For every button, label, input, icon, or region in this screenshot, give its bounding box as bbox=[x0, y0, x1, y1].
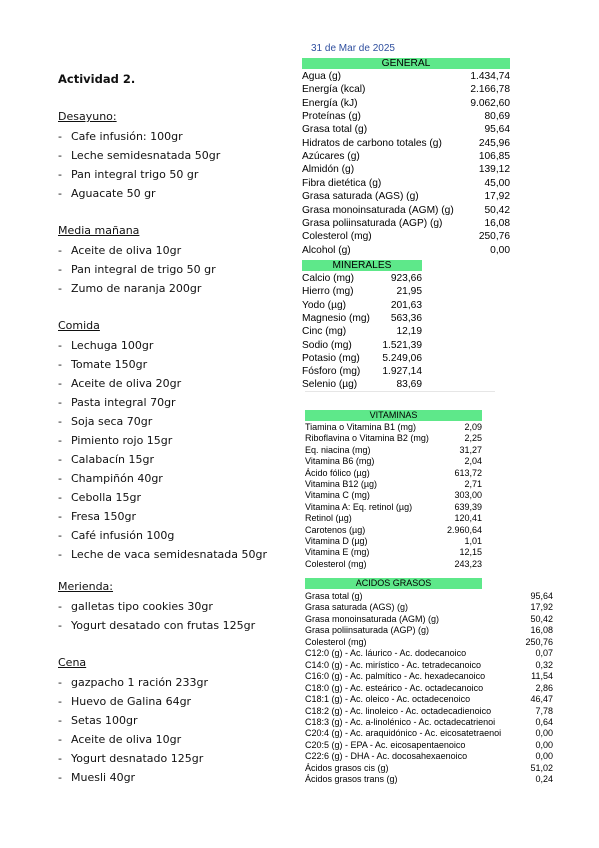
bullet-dash: - bbox=[58, 244, 62, 257]
row-value: 120,41 bbox=[454, 513, 482, 524]
row-value: 17,92 bbox=[484, 191, 510, 203]
row-value: 0,32 bbox=[535, 659, 553, 670]
row-label: Almidón (g) bbox=[302, 164, 355, 176]
table-row bbox=[302, 71, 510, 84]
list-item-text: Cebolla 15gr bbox=[71, 491, 142, 504]
row-value: 16,08 bbox=[484, 217, 510, 229]
table-row bbox=[305, 751, 553, 762]
table-row bbox=[305, 740, 553, 751]
row-label: Vitamina C (mg) bbox=[305, 490, 370, 501]
row-label: Cinc (mg) bbox=[302, 326, 347, 338]
row-label: Vitamina E (mg) bbox=[305, 547, 370, 558]
row-label: Eq. niacina (mg) bbox=[305, 444, 371, 455]
list-item-text: Pimiento rojo 15gr bbox=[71, 434, 173, 447]
row-value: 1.927,14 bbox=[382, 366, 422, 378]
row-label: C16:0 (g) - Ac. palmítico - Ac. hexadecanoico bbox=[305, 671, 486, 682]
table-row bbox=[305, 536, 482, 547]
row-label: C18:2 (g) - Ac. linoleico - Ac. octadecadienoico bbox=[305, 705, 492, 716]
table-header: ACIDOS GRASOS bbox=[305, 578, 482, 589]
list-item bbox=[58, 263, 216, 276]
table-row bbox=[302, 164, 510, 177]
bullet-dash: - bbox=[58, 695, 62, 708]
table-row bbox=[302, 98, 510, 111]
list-item bbox=[58, 600, 213, 613]
table-row bbox=[302, 340, 422, 353]
row-value: 0,00 bbox=[535, 728, 553, 739]
bullet-dash: - bbox=[58, 396, 62, 409]
row-value: 51,02 bbox=[530, 762, 553, 773]
list-item-text: gazpacho 1 ración 233gr bbox=[71, 676, 209, 689]
list-item-text: Yogurt desnatado 125gr bbox=[71, 752, 204, 765]
row-label: Sodio (mg) bbox=[302, 339, 352, 351]
row-label: Energía (kcal) bbox=[302, 84, 366, 96]
bullet-dash: - bbox=[58, 434, 62, 447]
list-item bbox=[58, 339, 153, 352]
bullet-dash: - bbox=[58, 733, 62, 746]
row-label: C18:0 (g) - Ac. esteárico - Ac. octadecanoico bbox=[305, 682, 484, 693]
row-value: 2.166,78 bbox=[470, 84, 510, 96]
row-value: 0,07 bbox=[535, 648, 553, 659]
row-label: Hidratos de carbono totales (g) bbox=[302, 137, 442, 149]
row-value: 106,85 bbox=[478, 151, 510, 163]
row-value: 12,19 bbox=[396, 326, 422, 338]
bullet-dash: - bbox=[58, 377, 62, 390]
bullet-dash: - bbox=[58, 130, 62, 143]
row-label: Grasa total (g) bbox=[302, 124, 368, 136]
row-label: Grasa saturada (AGS) (g) bbox=[305, 602, 409, 613]
section-name: Comida bbox=[58, 319, 100, 332]
table-row bbox=[302, 353, 422, 366]
row-label: Vitamina B6 (mg) bbox=[305, 456, 375, 467]
section-heading bbox=[58, 224, 139, 237]
row-label: Alcohol (g) bbox=[302, 244, 351, 256]
list-item-text: Huevo de Galina 64gr bbox=[71, 695, 192, 708]
table-row bbox=[305, 683, 553, 694]
row-value: 46,47 bbox=[530, 694, 553, 705]
bullet-dash: - bbox=[58, 149, 62, 162]
row-value: 245,96 bbox=[478, 137, 510, 149]
row-label: Calcio (mg) bbox=[302, 273, 355, 284]
list-item-text: Lechuga 100gr bbox=[71, 339, 154, 352]
row-label: Magnesio (mg) bbox=[302, 312, 370, 324]
list-item-text: Aceite de oliva 20gr bbox=[71, 377, 182, 390]
list-item bbox=[58, 187, 156, 200]
list-item-text: Pan integral de trigo 50 gr bbox=[71, 263, 216, 276]
row-value: 639,39 bbox=[454, 501, 482, 512]
list-item-text: Leche semidesnatada 50gr bbox=[71, 149, 221, 162]
row-label: Colesterol (mg) bbox=[302, 231, 372, 243]
row-value: 2,25 bbox=[464, 433, 482, 444]
bullet-dash: - bbox=[58, 491, 62, 504]
bullet-dash: - bbox=[58, 676, 62, 689]
list-item bbox=[58, 130, 183, 143]
section-heading bbox=[58, 319, 100, 332]
list-item-text: Yogurt desatado con frutas 125gr bbox=[71, 619, 256, 632]
table-header: VITAMINAS bbox=[305, 410, 482, 421]
row-label: Vitamina B12 (µg) bbox=[305, 479, 378, 489]
row-label: Ácido fólico (µg) bbox=[305, 467, 370, 478]
list-item-text: Soja seca 70gr bbox=[71, 415, 153, 428]
row-value: 0,00 bbox=[535, 751, 553, 762]
table-row bbox=[305, 559, 482, 570]
row-value: 0,00 bbox=[535, 739, 553, 750]
row-label: Ácidos grasos cis (g) bbox=[305, 762, 389, 773]
table-row bbox=[302, 205, 510, 218]
table-row bbox=[305, 706, 553, 717]
row-label: Potasio (mg) bbox=[302, 352, 360, 364]
row-value: 201,63 bbox=[390, 299, 422, 311]
row-value: 139,12 bbox=[478, 164, 510, 176]
table-row bbox=[302, 84, 510, 97]
row-value: 0,00 bbox=[490, 244, 510, 256]
table-row bbox=[305, 602, 553, 613]
list-item bbox=[58, 529, 174, 542]
row-value: 243,23 bbox=[454, 558, 482, 569]
list-item bbox=[58, 676, 208, 689]
bullet-dash: - bbox=[58, 415, 62, 428]
row-label: Grasa monoinsaturada (AGM) (g) bbox=[302, 204, 454, 216]
table-row bbox=[302, 111, 510, 124]
row-label: Tiamina o Vitamina B1 (mg) bbox=[305, 422, 417, 432]
row-label: Fibra dietética (g) bbox=[302, 177, 382, 189]
row-value: 2.960,64 bbox=[446, 524, 482, 535]
table-row bbox=[305, 763, 553, 774]
section-heading bbox=[58, 110, 117, 123]
bullet-dash: - bbox=[58, 358, 62, 371]
bullet-dash: - bbox=[58, 619, 62, 632]
row-value: 95,64 bbox=[484, 124, 510, 136]
bullet-dash: - bbox=[58, 771, 62, 784]
section-name: Merienda: bbox=[58, 580, 114, 593]
section-heading bbox=[58, 656, 86, 669]
table-row bbox=[305, 502, 482, 513]
bullet-dash: - bbox=[58, 263, 62, 276]
list-item-text: Leche de vaca semidesnatada 50gr bbox=[71, 548, 268, 561]
row-value: 16,08 bbox=[530, 625, 553, 636]
list-item-text: Aceite de oliva 10gr bbox=[71, 733, 182, 746]
row-value: 2,71 bbox=[464, 479, 482, 489]
row-label: Grasa total (g) bbox=[305, 591, 363, 601]
table-row bbox=[305, 513, 482, 524]
row-value: 7,78 bbox=[535, 705, 553, 716]
table-row bbox=[305, 422, 482, 433]
list-item bbox=[58, 396, 176, 409]
list-item-text: galletas tipo cookies 30gr bbox=[71, 600, 213, 613]
table-row bbox=[305, 433, 482, 444]
list-item bbox=[58, 733, 181, 746]
table-row bbox=[302, 151, 510, 164]
table-row bbox=[302, 313, 422, 326]
row-value: 5.249,06 bbox=[382, 352, 422, 364]
row-value: 0,64 bbox=[535, 716, 553, 727]
section-name: Desayuno bbox=[58, 110, 113, 123]
row-label: Azúcares (g) bbox=[302, 151, 360, 163]
row-label: Selenio (µg) bbox=[302, 379, 358, 391]
table-row bbox=[305, 717, 553, 728]
table-row bbox=[305, 445, 482, 456]
list-item-text: Café infusión 100g bbox=[71, 529, 175, 542]
row-label: Grasa monoinsaturada (AGM) (g) bbox=[305, 613, 440, 624]
table-row bbox=[302, 286, 422, 299]
row-label: C20:5 (g) - EPA - Ac. eicosapentaenoico bbox=[305, 739, 466, 750]
row-label: Vitamina A: Eq. retinol (µg) bbox=[305, 501, 413, 512]
section-heading bbox=[58, 580, 113, 593]
list-item-text: Cafe infusión: 100gr bbox=[71, 130, 183, 143]
row-label: Retinol (µg) bbox=[305, 513, 352, 524]
row-value: 0,24 bbox=[535, 774, 553, 785]
table-header: MINERALES bbox=[302, 260, 422, 271]
row-label: C20:4 (g) - Ac. araquidónico - Ac. eicosatetraenoi bbox=[305, 728, 502, 739]
row-label: Ácidos grasos trans (g) bbox=[305, 774, 398, 785]
row-value: 923,66 bbox=[390, 273, 422, 284]
table-row bbox=[302, 300, 422, 313]
row-label: C18:1 (g) - Ac. oleico - Ac. octadecenoico bbox=[305, 694, 471, 705]
row-value: 50,42 bbox=[530, 613, 553, 624]
row-value: 80,69 bbox=[484, 111, 510, 123]
row-label: Fósforo (mg) bbox=[302, 366, 361, 378]
table-row bbox=[305, 625, 553, 636]
table-row bbox=[302, 231, 510, 244]
table-row bbox=[302, 326, 422, 339]
table-row bbox=[302, 366, 422, 379]
report-date: 31 de Mar de 2025 bbox=[311, 43, 395, 54]
bullet-dash: - bbox=[58, 472, 62, 485]
bullet-dash: - bbox=[58, 548, 62, 561]
row-value: 1,01 bbox=[464, 536, 482, 546]
list-item bbox=[58, 510, 136, 523]
list-item-text: Pan integral trigo 50 gr bbox=[71, 168, 199, 181]
row-label: C22:6 (g) - DHA - Ac. docosahexaenoico bbox=[305, 751, 468, 762]
table-row bbox=[302, 273, 422, 286]
list-item-text: Aguacate 50 gr bbox=[71, 187, 156, 200]
list-item bbox=[58, 377, 181, 390]
list-item bbox=[58, 149, 220, 162]
list-item bbox=[58, 358, 147, 371]
bullet-dash: - bbox=[58, 453, 62, 466]
bullet-dash: - bbox=[58, 529, 62, 542]
section-name: Cena bbox=[58, 656, 87, 669]
row-value: 1.521,39 bbox=[382, 339, 422, 351]
row-value: 2,04 bbox=[464, 456, 482, 467]
table-row bbox=[305, 525, 482, 536]
section-colon: : bbox=[112, 110, 117, 123]
row-label: Yodo (µg) bbox=[302, 299, 347, 311]
table-header: GENERAL bbox=[302, 58, 510, 69]
table-row bbox=[305, 694, 553, 705]
row-value: 50,42 bbox=[484, 204, 510, 216]
list-item-text: Calabacín 15gr bbox=[71, 453, 155, 466]
row-label: Carotenos (µg) bbox=[305, 524, 366, 535]
row-value: 83,69 bbox=[396, 379, 422, 391]
table-row bbox=[305, 648, 553, 659]
row-value: 250,76 bbox=[525, 636, 553, 647]
list-item-text: Setas 100gr bbox=[71, 714, 138, 727]
table-row bbox=[305, 614, 553, 625]
bullet-dash: - bbox=[58, 168, 62, 181]
table-row bbox=[305, 547, 482, 558]
list-item-text: Zumo de naranja 200gr bbox=[71, 282, 202, 295]
row-value: 613,72 bbox=[454, 467, 482, 478]
table-row bbox=[302, 218, 510, 231]
row-value: 21,95 bbox=[396, 286, 422, 298]
bullet-dash: - bbox=[58, 187, 62, 200]
row-value: 11,54 bbox=[531, 671, 553, 682]
list-item-text: Fresa 150gr bbox=[71, 510, 137, 523]
list-item-text: Aceite de oliva 10gr bbox=[71, 244, 182, 257]
row-label: Vitamina D (µg) bbox=[305, 536, 368, 546]
activity-title: Actividad 2. bbox=[58, 72, 136, 86]
row-label: C18:3 (g) - Ac. a-linolénico - Ac. octadecatrienoi bbox=[305, 716, 496, 727]
bullet-dash: - bbox=[58, 714, 62, 727]
row-label: C14:0 (g) - Ac. mirístico - Ac. tetradecanoico bbox=[305, 659, 482, 670]
table-row bbox=[302, 178, 510, 191]
list-item bbox=[58, 619, 255, 632]
table-row bbox=[305, 728, 553, 739]
table-row bbox=[305, 591, 553, 602]
row-value: 17,92 bbox=[530, 602, 553, 613]
bullet-dash: - bbox=[58, 339, 62, 352]
table-row bbox=[305, 660, 553, 671]
row-label: Grasa poliinsaturada (AGP) (g) bbox=[305, 625, 430, 636]
list-item-text: Tomate 150gr bbox=[71, 358, 148, 371]
table-row bbox=[302, 191, 510, 204]
row-value: 1.434,74 bbox=[470, 71, 510, 82]
table-row bbox=[305, 479, 482, 490]
row-label: Colesterol (mg) bbox=[305, 636, 367, 647]
row-label: C12:0 (g) - Ac. láurico - Ac. dodecanoico bbox=[305, 648, 467, 659]
table-row bbox=[302, 245, 510, 258]
row-value: 303,00 bbox=[454, 490, 482, 501]
row-value: 9.062,60 bbox=[470, 97, 510, 109]
list-item-text: Pasta integral 70gr bbox=[71, 396, 176, 409]
list-item bbox=[58, 434, 172, 447]
row-value: 95,64 bbox=[530, 591, 553, 601]
list-item bbox=[58, 771, 135, 784]
table-row bbox=[305, 637, 553, 648]
table-row bbox=[305, 456, 482, 467]
row-value: 45,00 bbox=[484, 177, 510, 189]
list-item bbox=[58, 491, 141, 504]
list-item bbox=[58, 415, 152, 428]
list-item bbox=[58, 282, 201, 295]
row-value: 563,36 bbox=[390, 312, 422, 324]
table-row bbox=[305, 490, 482, 501]
row-value: 12,15 bbox=[459, 547, 482, 558]
row-value: 31,27 bbox=[459, 444, 482, 455]
list-item-text: Muesli 40gr bbox=[71, 771, 136, 784]
row-label: Proteínas (g) bbox=[302, 111, 361, 123]
row-label: Hierro (mg) bbox=[302, 286, 354, 298]
row-value: 2,86 bbox=[535, 682, 553, 693]
row-label: Agua (g) bbox=[302, 71, 342, 82]
table-row bbox=[302, 124, 510, 137]
row-label: Colesterol (mg) bbox=[305, 558, 367, 569]
section-name: Media mañana bbox=[58, 224, 140, 237]
row-value: 2,09 bbox=[464, 422, 482, 432]
list-item bbox=[58, 548, 267, 561]
bullet-dash: - bbox=[58, 510, 62, 523]
bullet-dash: - bbox=[58, 600, 62, 613]
table-row bbox=[305, 468, 482, 479]
row-label: Grasa saturada (AGS) (g) bbox=[302, 191, 419, 203]
row-label: Grasa poliinsaturada (AGP) (g) bbox=[302, 217, 443, 229]
list-item-text: Champiñón 40gr bbox=[71, 472, 163, 485]
list-item bbox=[58, 168, 198, 181]
row-value: 250,76 bbox=[478, 231, 510, 243]
bullet-dash: - bbox=[58, 752, 62, 765]
list-item bbox=[58, 453, 154, 466]
table-row bbox=[305, 671, 553, 682]
divider bbox=[305, 391, 495, 392]
table-row bbox=[305, 774, 553, 785]
list-item bbox=[58, 752, 203, 765]
bullet-dash: - bbox=[58, 282, 62, 295]
list-item bbox=[58, 695, 191, 708]
list-item bbox=[58, 472, 163, 485]
list-item bbox=[58, 244, 181, 257]
list-item bbox=[58, 714, 138, 727]
table-row bbox=[302, 138, 510, 151]
row-label: Riboflavina o Vitamina B2 (mg) bbox=[305, 433, 429, 444]
row-label: Energía (kJ) bbox=[302, 97, 358, 109]
